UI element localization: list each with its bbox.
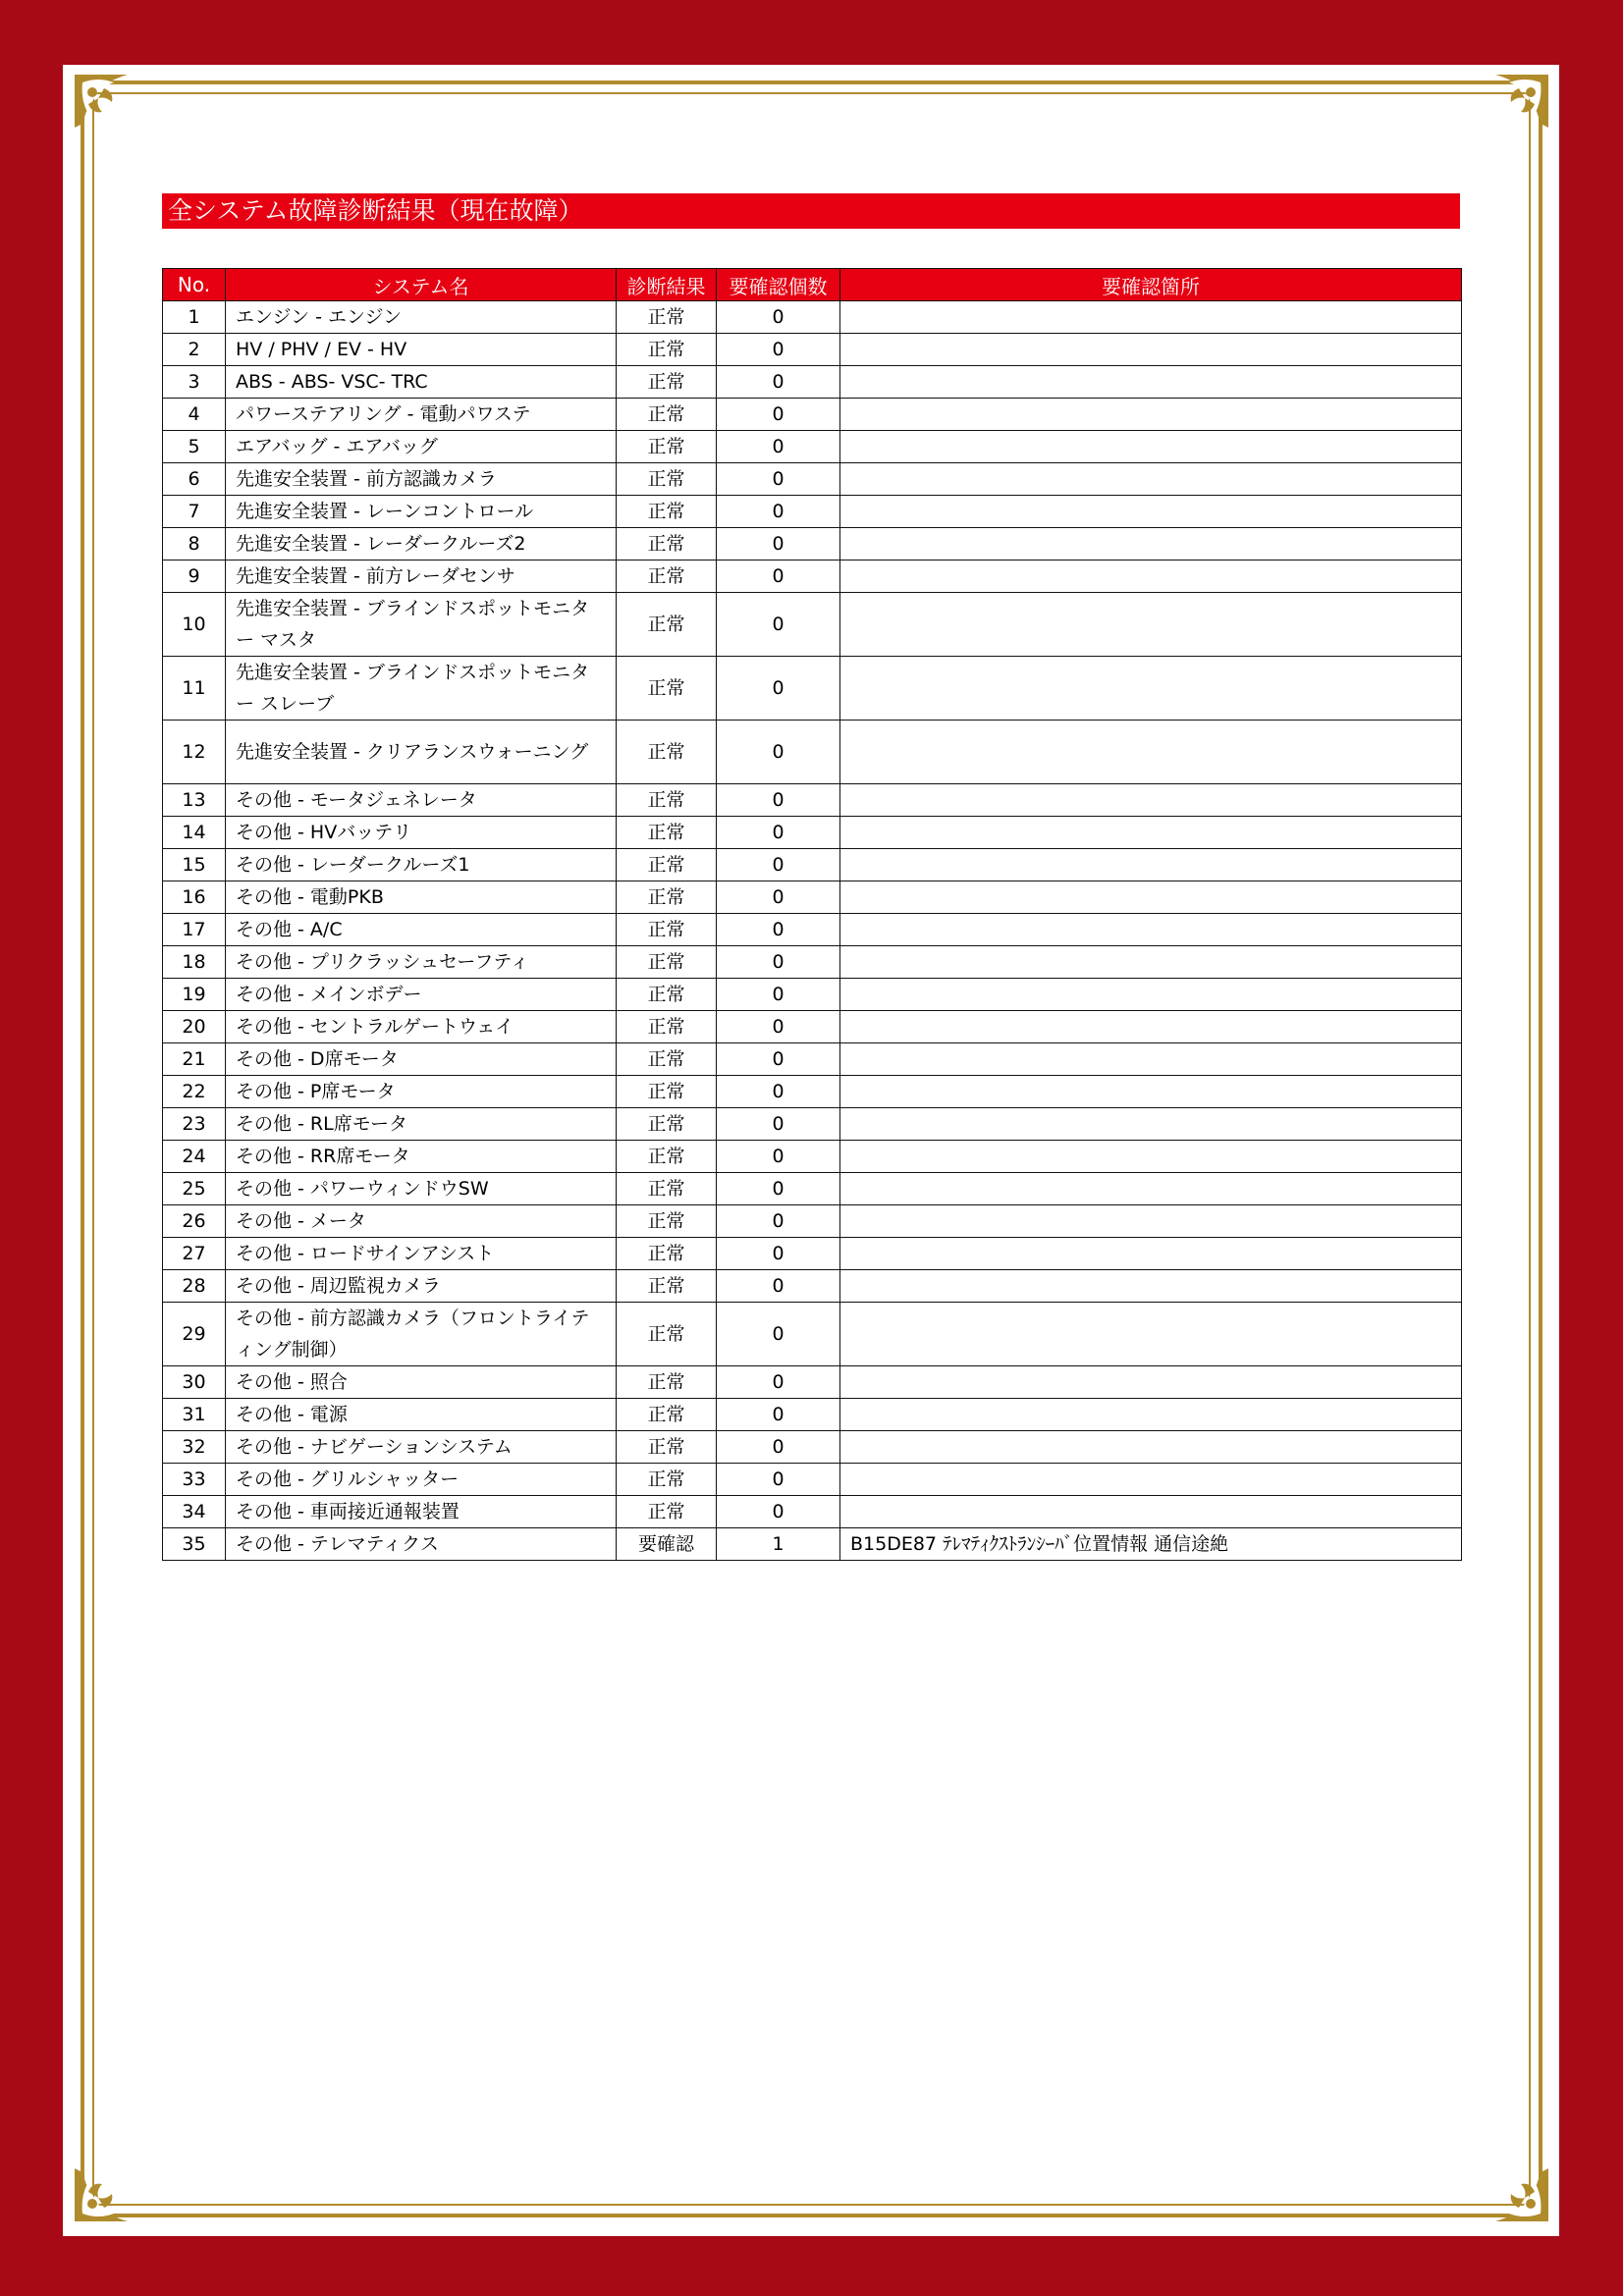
- row-result: 正常: [617, 1043, 717, 1076]
- row-system-name: その他 - セントラルゲートウェイ: [226, 1011, 617, 1043]
- table-row: [163, 366, 1462, 399]
- table-row: [163, 431, 1462, 463]
- table-row: [163, 1238, 1462, 1270]
- row-result: 正常: [617, 1431, 717, 1464]
- row-result: 正常: [617, 817, 717, 849]
- row-result: 正常: [617, 1366, 717, 1399]
- row-system-name: パワーステアリング - 電動パワステ: [226, 399, 617, 431]
- row-result: 正常: [617, 1496, 717, 1528]
- row-system-name: その他 - HVバッテリ: [226, 817, 617, 849]
- row-no: 33: [163, 1464, 226, 1496]
- row-no: 29: [163, 1303, 226, 1366]
- row-count: 1: [717, 1528, 840, 1561]
- table-row: [163, 914, 1462, 946]
- row-result: 正常: [617, 914, 717, 946]
- row-location: [840, 1043, 1462, 1076]
- row-result: 正常: [617, 721, 717, 784]
- row-count: 0: [717, 914, 840, 946]
- table-row: [163, 657, 1462, 721]
- row-location: [840, 1238, 1462, 1270]
- row-no: 20: [163, 1011, 226, 1043]
- row-no: 12: [163, 721, 226, 784]
- row-count: 0: [717, 946, 840, 979]
- row-location: [840, 1303, 1462, 1366]
- row-system-name: 先進安全装置 - ブラインドスポットモニター スレーブ: [226, 657, 617, 721]
- row-location: [840, 301, 1462, 334]
- row-system-name: その他 - レーダークルーズ1: [226, 849, 617, 881]
- corner-ornament-icon: [1456, 69, 1554, 167]
- row-no: 9: [163, 561, 226, 593]
- row-no: 25: [163, 1173, 226, 1205]
- row-result: 正常: [617, 881, 717, 914]
- row-no: 19: [163, 979, 226, 1011]
- row-result: 正常: [617, 301, 717, 334]
- row-location: [840, 561, 1462, 593]
- row-count: 0: [717, 399, 840, 431]
- row-result: 正常: [617, 1464, 717, 1496]
- row-location: [840, 496, 1462, 528]
- section-title: 全システム故障診断結果（現在故障）: [162, 193, 1460, 229]
- row-no: 15: [163, 849, 226, 881]
- row-count: 0: [717, 1043, 840, 1076]
- row-result: 要確認: [617, 1528, 717, 1561]
- table-row: [163, 561, 1462, 593]
- row-count: 0: [717, 1303, 840, 1366]
- row-system-name: エンジン - エンジン: [226, 301, 617, 334]
- row-no: 28: [163, 1270, 226, 1303]
- table-row: [163, 496, 1462, 528]
- row-count: 0: [717, 1205, 840, 1238]
- row-result: 正常: [617, 561, 717, 593]
- header-location: 要確認箇所: [840, 269, 1462, 301]
- row-count: 0: [717, 1141, 840, 1173]
- row-no: 24: [163, 1141, 226, 1173]
- row-system-name: その他 - 電動PKB: [226, 881, 617, 914]
- row-location: [840, 334, 1462, 366]
- row-no: 35: [163, 1528, 226, 1561]
- row-location: [840, 1108, 1462, 1141]
- row-count: 0: [717, 784, 840, 817]
- row-no: 4: [163, 399, 226, 431]
- table-row: [163, 881, 1462, 914]
- row-location: [840, 784, 1462, 817]
- row-location: [840, 431, 1462, 463]
- row-count: 0: [717, 817, 840, 849]
- row-system-name: 先進安全装置 - レーダークルーズ2: [226, 528, 617, 561]
- row-location: [840, 1399, 1462, 1431]
- row-location: [840, 463, 1462, 496]
- row-system-name: その他 - パワーウィンドウSW: [226, 1173, 617, 1205]
- row-no: 23: [163, 1108, 226, 1141]
- row-system-name: その他 - 前方認識カメラ（フロントライティング制御）: [226, 1303, 617, 1366]
- row-result: 正常: [617, 1108, 717, 1141]
- table-row: [163, 1528, 1462, 1561]
- row-result: 正常: [617, 849, 717, 881]
- row-location: [840, 1496, 1462, 1528]
- table-row: [163, 1464, 1462, 1496]
- table-row: [163, 721, 1462, 784]
- row-system-name: その他 - 電源: [226, 1399, 617, 1431]
- row-system-name: ABS - ABS- VSC- TRC: [226, 366, 617, 399]
- row-location: [840, 399, 1462, 431]
- row-location: [840, 1431, 1462, 1464]
- row-no: 27: [163, 1238, 226, 1270]
- row-result: 正常: [617, 463, 717, 496]
- header-result: 診断結果: [617, 269, 717, 301]
- corner-ornament-icon: [1456, 2129, 1554, 2227]
- row-location: [840, 1011, 1462, 1043]
- row-result: 正常: [617, 1011, 717, 1043]
- table-row: [163, 1431, 1462, 1464]
- row-result: 正常: [617, 1205, 717, 1238]
- row-count: 0: [717, 849, 840, 881]
- row-result: 正常: [617, 1173, 717, 1205]
- header-no: No.: [163, 269, 226, 301]
- corner-ornament-icon: [69, 2129, 167, 2227]
- row-result: 正常: [617, 528, 717, 561]
- row-location: [840, 1464, 1462, 1496]
- table-body: [163, 301, 1462, 1561]
- row-system-name: その他 - RR席モータ: [226, 1141, 617, 1173]
- table-row: [163, 301, 1462, 334]
- header-system-name: システム名: [226, 269, 617, 301]
- row-location: [840, 881, 1462, 914]
- row-no: 3: [163, 366, 226, 399]
- row-location: B15DE87 ﾃﾚﾏﾃｨｸｽﾄﾗﾝｼｰﾊﾞ位置情報 通信途絶: [840, 1528, 1462, 1561]
- row-system-name: その他 - D席モータ: [226, 1043, 617, 1076]
- row-no: 26: [163, 1205, 226, 1238]
- diagnosis-table: [162, 268, 1462, 1561]
- row-location: [840, 528, 1462, 561]
- row-location: [840, 721, 1462, 784]
- row-result: 正常: [617, 1238, 717, 1270]
- row-location: [840, 946, 1462, 979]
- row-no: 21: [163, 1043, 226, 1076]
- row-no: 8: [163, 528, 226, 561]
- row-system-name: 先進安全装置 - ブラインドスポットモニター マスタ: [226, 593, 617, 657]
- table-row: [163, 1303, 1462, 1366]
- header-count: 要確認個数: [717, 269, 840, 301]
- row-system-name: HV / PHV / EV - HV: [226, 334, 617, 366]
- table-row: [163, 1043, 1462, 1076]
- row-no: 6: [163, 463, 226, 496]
- row-system-name: その他 - RL席モータ: [226, 1108, 617, 1141]
- table-row: [163, 593, 1462, 657]
- row-system-name: 先進安全装置 - レーンコントロール: [226, 496, 617, 528]
- row-no: 31: [163, 1399, 226, 1431]
- row-no: 14: [163, 817, 226, 849]
- row-count: 0: [717, 1173, 840, 1205]
- row-count: 0: [717, 1011, 840, 1043]
- row-system-name: その他 - メインボデー: [226, 979, 617, 1011]
- table-row: [163, 1366, 1462, 1399]
- row-result: 正常: [617, 1303, 717, 1366]
- row-count: 0: [717, 334, 840, 366]
- table-row: [163, 1270, 1462, 1303]
- row-count: 0: [717, 1270, 840, 1303]
- row-count: 0: [717, 1238, 840, 1270]
- row-count: 0: [717, 593, 840, 657]
- row-system-name: その他 - 照合: [226, 1366, 617, 1399]
- row-result: 正常: [617, 1076, 717, 1108]
- table-row: [163, 528, 1462, 561]
- row-system-name: その他 - プリクラッシュセーフティ: [226, 946, 617, 979]
- row-system-name: その他 - ナビゲーションシステム: [226, 1431, 617, 1464]
- row-count: 0: [717, 721, 840, 784]
- table-row: [163, 399, 1462, 431]
- table-row: [163, 1399, 1462, 1431]
- table-row: [163, 849, 1462, 881]
- row-system-name: その他 - モータジェネレータ: [226, 784, 617, 817]
- row-count: 0: [717, 1431, 840, 1464]
- row-result: 正常: [617, 946, 717, 979]
- row-count: 0: [717, 1464, 840, 1496]
- row-location: [840, 593, 1462, 657]
- row-count: 0: [717, 1076, 840, 1108]
- row-count: 0: [717, 301, 840, 334]
- row-count: 0: [717, 431, 840, 463]
- table-header-row: [163, 269, 1462, 301]
- row-no: 18: [163, 946, 226, 979]
- row-system-name: エアバッグ - エアバッグ: [226, 431, 617, 463]
- row-location: [840, 914, 1462, 946]
- row-count: 0: [717, 1399, 840, 1431]
- table-row: [163, 817, 1462, 849]
- table-row: [163, 1076, 1462, 1108]
- row-system-name: 先進安全装置 - 前方レーダセンサ: [226, 561, 617, 593]
- table-row: [163, 979, 1462, 1011]
- table-row: [163, 1173, 1462, 1205]
- row-no: 5: [163, 431, 226, 463]
- table-row: [163, 1205, 1462, 1238]
- row-count: 0: [717, 657, 840, 721]
- row-no: 32: [163, 1431, 226, 1464]
- row-system-name: その他 - グリルシャッター: [226, 1464, 617, 1496]
- row-no: 11: [163, 657, 226, 721]
- row-result: 正常: [617, 431, 717, 463]
- row-no: 34: [163, 1496, 226, 1528]
- row-system-name: その他 - 車両接近通報装置: [226, 1496, 617, 1528]
- row-count: 0: [717, 528, 840, 561]
- row-location: [840, 1173, 1462, 1205]
- row-no: 1: [163, 301, 226, 334]
- row-result: 正常: [617, 593, 717, 657]
- row-result: 正常: [617, 366, 717, 399]
- table-row: [163, 463, 1462, 496]
- row-count: 0: [717, 1366, 840, 1399]
- row-result: 正常: [617, 784, 717, 817]
- row-location: [840, 979, 1462, 1011]
- row-location: [840, 849, 1462, 881]
- row-no: 7: [163, 496, 226, 528]
- row-no: 22: [163, 1076, 226, 1108]
- row-system-name: 先進安全装置 - クリアランスウォーニング: [226, 721, 617, 784]
- row-no: 2: [163, 334, 226, 366]
- row-location: [840, 1076, 1462, 1108]
- row-no: 30: [163, 1366, 226, 1399]
- row-count: 0: [717, 1496, 840, 1528]
- row-result: 正常: [617, 1270, 717, 1303]
- row-no: 10: [163, 593, 226, 657]
- row-count: 0: [717, 561, 840, 593]
- row-result: 正常: [617, 399, 717, 431]
- row-system-name: その他 - ロードサインアシスト: [226, 1238, 617, 1270]
- row-location: [840, 657, 1462, 721]
- row-no: 17: [163, 914, 226, 946]
- row-result: 正常: [617, 1399, 717, 1431]
- row-location: [840, 1205, 1462, 1238]
- table-row: [163, 946, 1462, 979]
- row-result: 正常: [617, 1141, 717, 1173]
- table-row: [163, 334, 1462, 366]
- row-location: [840, 817, 1462, 849]
- row-count: 0: [717, 463, 840, 496]
- row-location: [840, 1141, 1462, 1173]
- table-row: [163, 1496, 1462, 1528]
- table-row: [163, 1108, 1462, 1141]
- row-count: 0: [717, 979, 840, 1011]
- row-count: 0: [717, 881, 840, 914]
- row-result: 正常: [617, 979, 717, 1011]
- row-count: 0: [717, 1108, 840, 1141]
- row-location: [840, 1270, 1462, 1303]
- table-row: [163, 784, 1462, 817]
- row-result: 正常: [617, 496, 717, 528]
- row-location: [840, 1366, 1462, 1399]
- row-system-name: その他 - P席モータ: [226, 1076, 617, 1108]
- row-system-name: その他 - A/C: [226, 914, 617, 946]
- row-location: [840, 366, 1462, 399]
- row-no: 16: [163, 881, 226, 914]
- corner-ornament-icon: [69, 69, 167, 167]
- table-row: [163, 1011, 1462, 1043]
- row-system-name: その他 - メータ: [226, 1205, 617, 1238]
- row-no: 13: [163, 784, 226, 817]
- row-result: 正常: [617, 334, 717, 366]
- row-result: 正常: [617, 657, 717, 721]
- table-row: [163, 1141, 1462, 1173]
- row-count: 0: [717, 366, 840, 399]
- row-system-name: その他 - 周辺監視カメラ: [226, 1270, 617, 1303]
- row-system-name: 先進安全装置 - 前方認識カメラ: [226, 463, 617, 496]
- row-system-name: その他 - テレマティクス: [226, 1528, 617, 1561]
- row-count: 0: [717, 496, 840, 528]
